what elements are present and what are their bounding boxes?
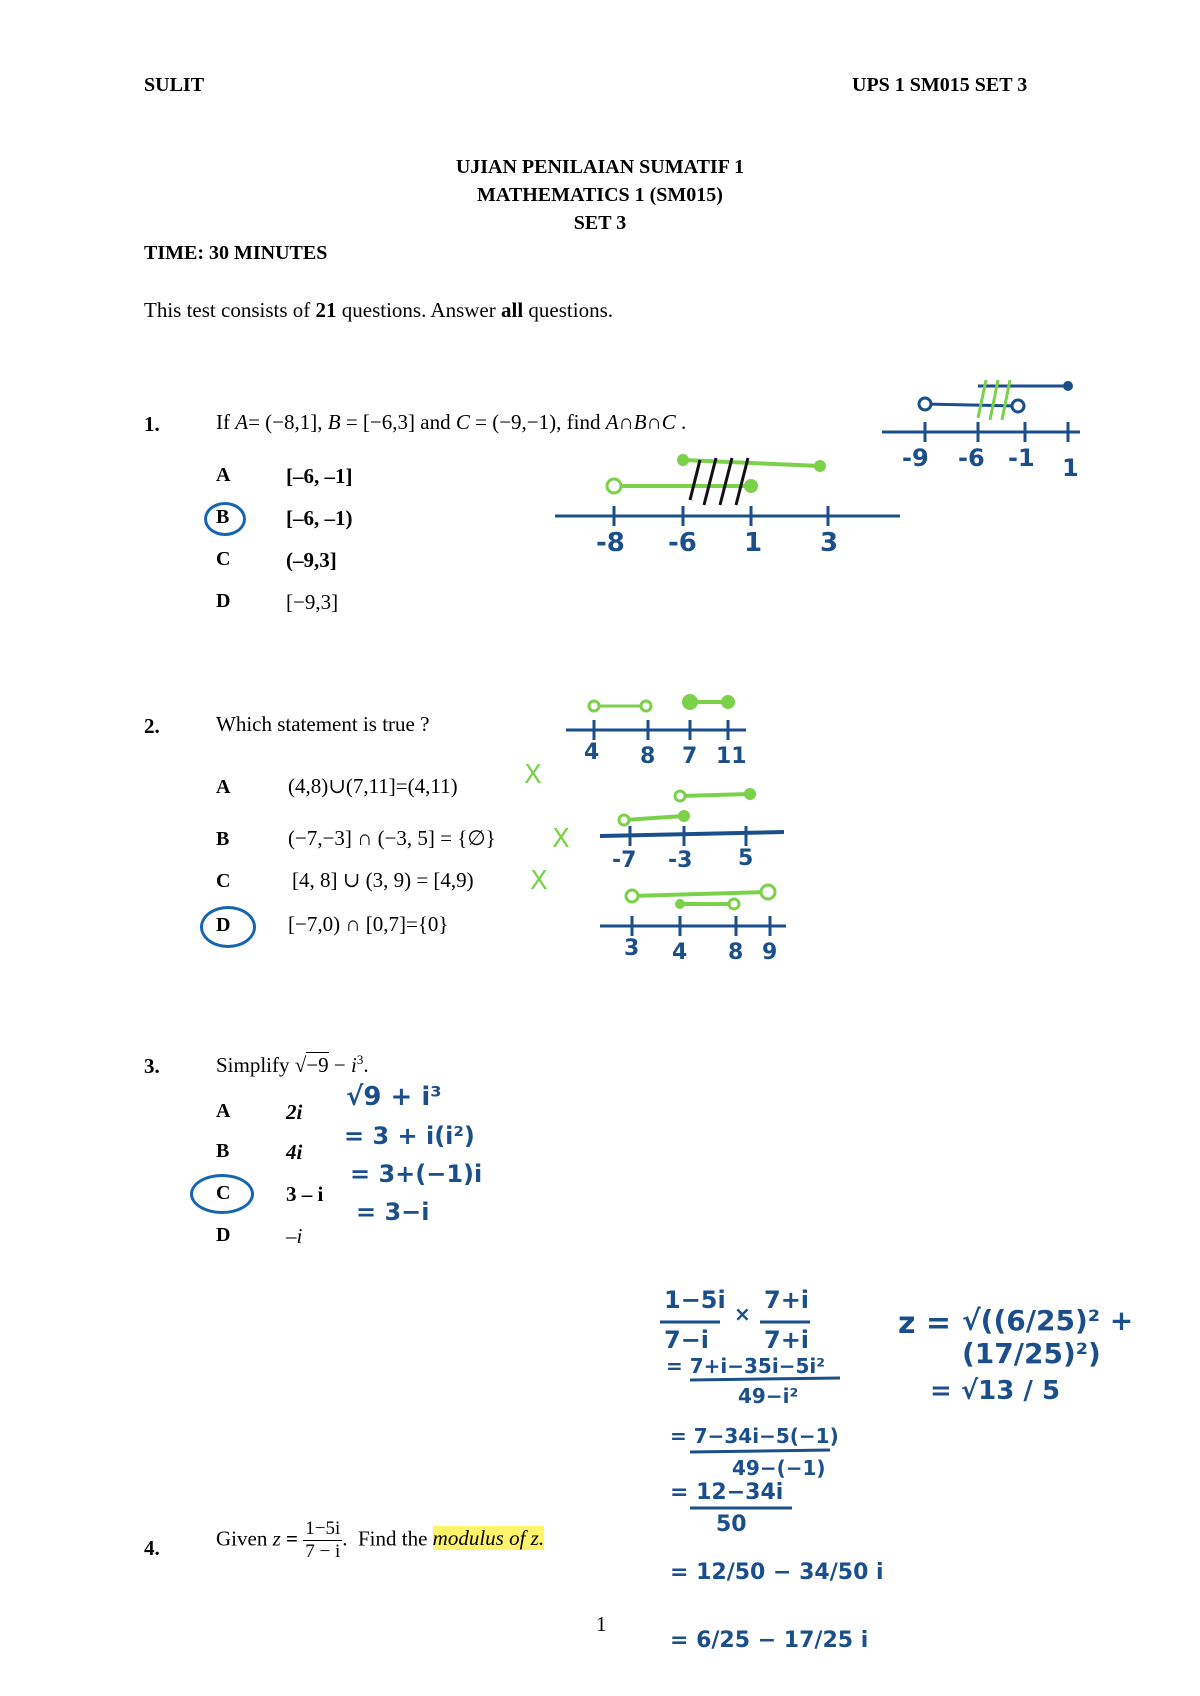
q2-option-c-wrong-mark: X: [530, 866, 548, 896]
q4-numerator: 1−5i: [305, 1518, 341, 1539]
title-line3: SET 3: [573, 212, 627, 234]
q3-radicand: −9: [306, 1053, 329, 1077]
q1-sketch1-tick-4: 3: [820, 528, 839, 558]
q4-work-frac1-den: 7−i: [664, 1326, 710, 1354]
title-line2: MATHEMATICS 1 (SM015): [477, 184, 723, 206]
q4-dot: .: [342, 1526, 348, 1551]
q1-set-a-name: A: [235, 410, 249, 434]
q1-find: , find: [556, 410, 606, 434]
intro-count: 21: [315, 298, 337, 322]
q4-modulus-lhs: z =: [898, 1306, 952, 1341]
q3-work-line-2: = 3 + i(i²): [344, 1122, 475, 1150]
q4-work-step4: = 12/50 − 34/50 i: [670, 1560, 884, 1585]
q1-text: If A= (−8,1], B = [−6,3] and C = (−9,−1), find A∩B∩C .: [216, 410, 687, 434]
q3-option-d-text: –i: [286, 1224, 303, 1248]
q1-option-b-text: [–6, –1): [286, 506, 353, 530]
q2-option-a-wrong-mark: X: [524, 760, 542, 790]
q3-simplify: Simplify: [216, 1053, 295, 1077]
q4-number: 4.: [144, 1536, 160, 1560]
q4-work-step3-den: 50: [716, 1512, 747, 1537]
q3-option-c-letter: C: [216, 1182, 231, 1204]
q1-sketch1-tick-3: 1: [744, 528, 763, 558]
q2-option-d-letter: D: [216, 914, 231, 936]
q3-sqrt-sign: √: [294, 1053, 307, 1077]
q4-modulus-result: = √13 / 5: [930, 1376, 1061, 1406]
q1-set-c: = (−9,−1): [475, 410, 557, 434]
q1-option-a-letter: A: [216, 464, 231, 486]
q2-sketch-c-tick-4: 9: [762, 940, 778, 965]
q2-option-b-wrong-mark: X: [552, 824, 570, 854]
q1-sketch2-tick-4: 1: [1062, 454, 1079, 482]
q1-if: If: [216, 410, 236, 434]
header-right: UPS 1 SM015 SET 3: [852, 74, 1028, 96]
q4-z: z: [272, 1526, 281, 1551]
q4-work-times: ×: [734, 1302, 751, 1326]
page-number: 1: [596, 1612, 607, 1636]
q3-option-c-text: 3 – i: [286, 1182, 324, 1206]
q2-option-a-text: (4,8)∪(7,11]=(4,11): [288, 774, 458, 798]
q2-sketch-c-tick-1: 3: [624, 936, 640, 961]
q1-option-d-letter: D: [216, 590, 231, 612]
q3-exponent: 3: [356, 1052, 364, 1067]
q4-work-frac2-den: 7+i: [764, 1326, 810, 1354]
time-label: TIME: 30 MINUTES: [144, 242, 328, 264]
q4-modulus-expression: √((6/25)² + (17/25)²): [962, 1304, 1134, 1370]
q2-sketch-c-tick-2: 4: [672, 940, 688, 965]
q3-option-d-letter: D: [216, 1224, 231, 1246]
q3-option-a-text: 2i: [286, 1100, 303, 1124]
q2-sketch-a-tick-2: 8: [640, 744, 656, 769]
q1-and: and: [415, 410, 456, 434]
q4-given: Given: [216, 1526, 273, 1551]
q3-option-b-letter: B: [216, 1140, 230, 1162]
q2-text: Which statement is true ?: [216, 712, 430, 736]
q4-find: Find the: [357, 1526, 433, 1551]
q4-work-step5: = 6/25 − 17/25 i: [670, 1628, 869, 1653]
title-line1: UJIAN PENILAIAN SUMATIF 1: [455, 156, 745, 178]
q1-option-c-text: (–9,3]: [286, 548, 337, 572]
q2-number: 2.: [144, 714, 160, 738]
q1-sketch2-tick-3: -1: [1008, 444, 1035, 472]
q3-end: .: [363, 1053, 369, 1077]
q1-option-a-text: [–6, –1]: [286, 464, 353, 488]
q4-denominator: 7 − i: [305, 1541, 341, 1562]
q4-highlight: modulus of z.: [432, 1526, 545, 1551]
q2-sketch-b-tick-1: -7: [612, 848, 637, 873]
q1-set-a: = (−8,1]: [248, 410, 318, 434]
q3-work-line-1: √9 + i³: [346, 1082, 442, 1112]
q1-sketch2-tick-1: -9: [902, 444, 929, 472]
header-left: SULIT: [144, 74, 205, 96]
q2-sketch-b-tick-2: -3: [668, 848, 693, 873]
q1-number: 1.: [144, 412, 160, 436]
q4-work-step2-num: = 7−34i−5(−1): [670, 1424, 839, 1448]
q3-work-line-4: = 3−i: [356, 1198, 430, 1226]
q3-minus: −: [328, 1053, 351, 1077]
q2-sketch-a-tick-4: 11: [716, 744, 747, 769]
intro-part2: questions. Answer: [336, 298, 501, 322]
q3-number: 3.: [144, 1054, 160, 1078]
q2-sketch-c-tick-3: 8: [728, 940, 744, 965]
q2-option-c-text: [4, 8] ∪ (3, 9) = [4,9): [292, 868, 474, 892]
q1-set-b: = [−6,3]: [345, 410, 416, 434]
intro-part1: This test consists of: [144, 298, 316, 322]
q1-option-b-letter: B: [216, 506, 230, 528]
q2-option-a-letter: A: [216, 776, 231, 798]
q2-option-b-letter: B: [216, 828, 230, 850]
q2-option-d-text: [−7,0) ∩ [0,7]={0}: [288, 912, 449, 936]
intro-part3: questions.: [523, 298, 614, 322]
q1-option-c-letter: C: [216, 548, 231, 570]
q3-option-b-text: 4i: [286, 1140, 303, 1164]
q3-option-a-letter: A: [216, 1100, 231, 1122]
q1-sketch1-tick-2: -6: [668, 528, 697, 558]
q4-work-frac2-num: 7+i: [764, 1286, 810, 1314]
q1-sketch1-tick-1: -8: [596, 528, 625, 558]
q1-sketch2-tick-2: -6: [958, 444, 985, 472]
q1-expression: A∩B∩C: [605, 410, 676, 434]
q4-equals: =: [280, 1526, 304, 1551]
q4-work-step1-num: = 7+i−35i−5i²: [666, 1354, 825, 1378]
q4-work-step1-den: 49−i²: [738, 1384, 799, 1408]
q2-option-c-letter: C: [216, 870, 231, 892]
q2-sketch-a-tick-3: 7: [682, 744, 698, 769]
q2-option-b-text: (−7,−3] ∩ (−3, 5] = {∅}: [288, 826, 496, 850]
q2-sketch-b-tick-3: 5: [738, 846, 754, 871]
intro-all: all: [501, 298, 524, 322]
q1-end: .: [675, 410, 687, 434]
q2-sketch-a-tick-1: 4: [584, 740, 600, 765]
q3-i: i: [350, 1053, 357, 1077]
q1-set-c-name: C: [455, 410, 470, 434]
q4-work-step3-num: = 12−34i: [670, 1480, 784, 1505]
q1-set-b-name: B: [327, 410, 341, 434]
q4-work-frac1-num: 1−5i: [664, 1286, 726, 1314]
q3-work-line-3: = 3+(−1)i: [350, 1160, 483, 1188]
q1-option-d-text: [−9,3]: [286, 590, 339, 614]
q4-work-step2-den: 49−(−1): [732, 1456, 826, 1480]
